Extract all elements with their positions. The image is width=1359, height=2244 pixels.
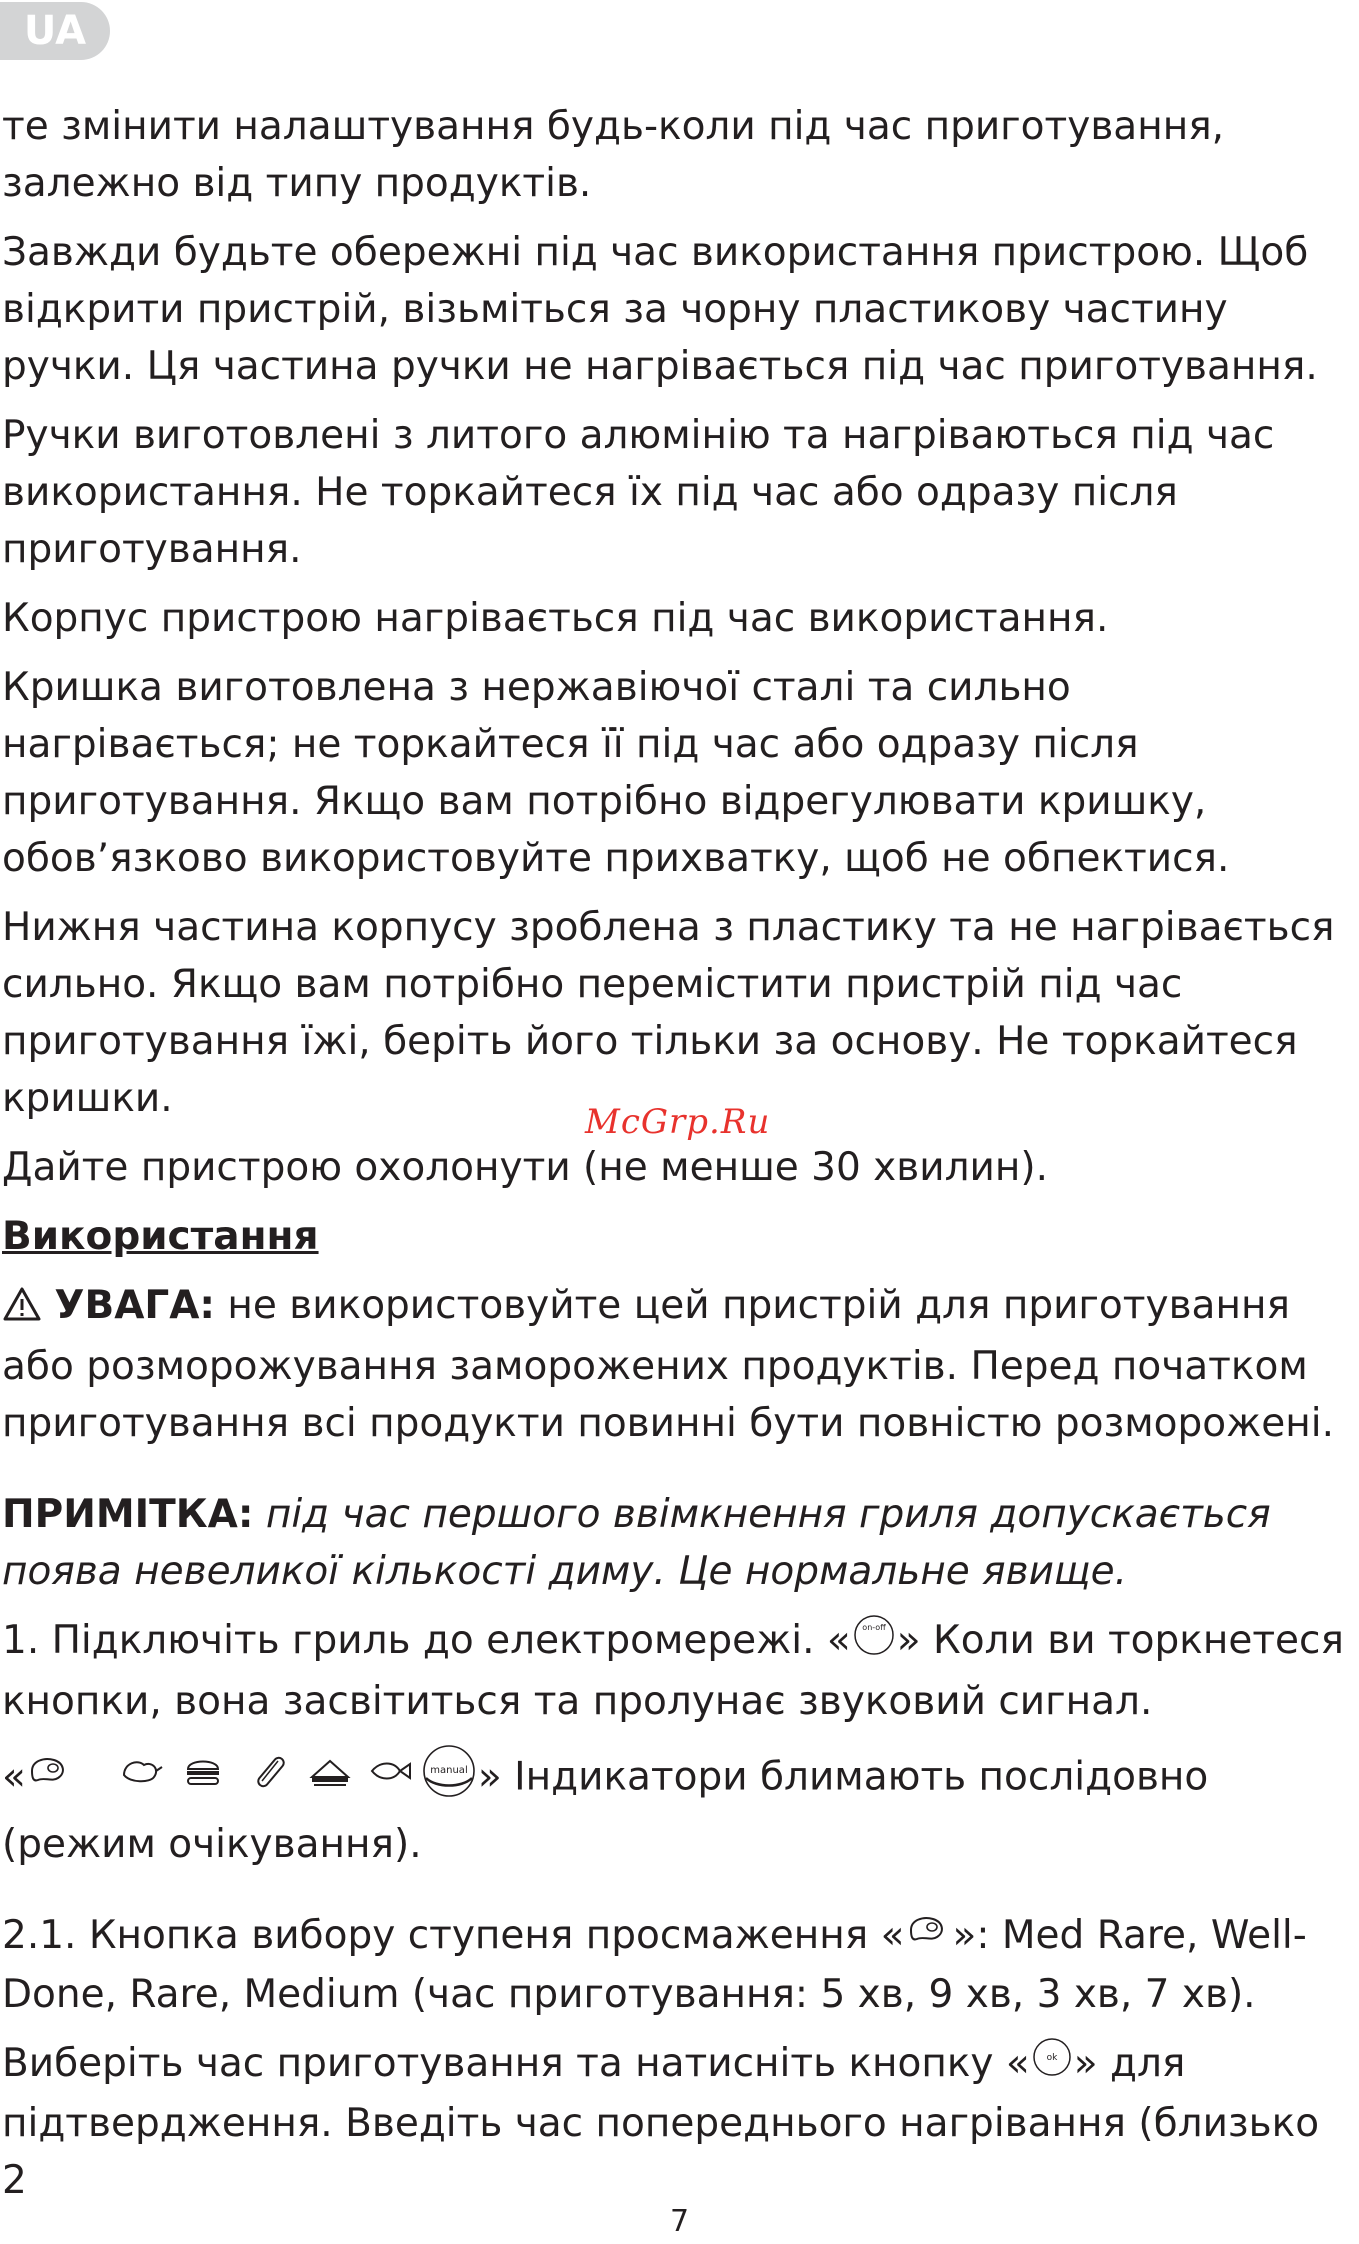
ok-button-icon xyxy=(1030,2035,1074,2095)
step-2-1-text-end: »: Med Rare, Well-Done, Rare, Medium (час приготування: 5 хв, 9 хв, 3 хв, 7 хв). xyxy=(2,1912,1307,2017)
paragraph: Ручки виготовлені з литого алюмінію та нагріваються під час використання. Не торкайтеся їх під час або одразу після приготування. xyxy=(2,413,1275,572)
poultry-icon xyxy=(116,1750,178,1807)
step-2-1-paragraph xyxy=(2,1907,1352,2023)
warning-label: УВАГА: xyxy=(54,1283,216,1328)
sandwich-icon xyxy=(304,1750,366,1807)
watermark: McGrp.Ru xyxy=(585,1102,771,1142)
confirm-text-end: » для підтвердження. Введіть час попереднього нагрівання (близько 2 xyxy=(2,2040,1320,2203)
step-1-paragraph xyxy=(2,1612,1352,1730)
paragraph: Корпус пристрою нагрівається під час використання. xyxy=(2,596,1109,641)
indicator-paragraph xyxy=(2,1742,1352,1873)
indicator-text-open: « xyxy=(2,1754,26,1799)
warning-triangle-icon xyxy=(2,1281,42,1338)
burger-icon xyxy=(178,1750,248,1807)
mode-icons-row xyxy=(26,1742,478,1816)
warning-text: не використовуйте цей пристрій для приготування або розморожування заморожених продуктів. Перед початком приготування всі продукти повинні бути повністю розморожені. xyxy=(2,1283,1335,1446)
note-label: ПРИМІТКА: xyxy=(2,1492,254,1537)
manual-page-content xyxy=(2,98,1352,2221)
sausage-icon xyxy=(248,1750,304,1807)
step-1-text-start: 1. Підключіть гриль до електромережі. « xyxy=(2,1618,851,1663)
note-paragraph xyxy=(2,1486,1352,1600)
fish-icon xyxy=(366,1750,420,1807)
page-number: 7 xyxy=(669,2204,690,2239)
on-off-button-icon xyxy=(851,1613,897,1673)
language-badge xyxy=(0,2,110,60)
manual-icon-label: manual xyxy=(430,1764,468,1776)
warning-paragraph xyxy=(2,1277,1352,1452)
on-off-button-label: on-off xyxy=(862,1622,886,1632)
ok-button-label: ok xyxy=(1046,2053,1058,2063)
paragraph: Завжди будьте обережні під час використання пристрою. Щоб відкрити пристрій, візьміться за чорну пластикову частину ручки. Ця частина ручки не нагрівається під час приготування. xyxy=(2,230,1318,389)
manual-icon xyxy=(420,1742,478,1816)
paragraph: Нижня частина корпусу зроблена з пластику та не нагрівається сильно. Якщо вам потрібно перемістити пристрій під час приготування їжі, беріть його тільки за основу. Не торкайтеся кришки. xyxy=(2,905,1335,1121)
confirm-text-start: Виберіть час приготування та натисніть кнопку « xyxy=(2,2040,1030,2086)
paragraph: Кришка виготовлена з нержавіючої сталі та сильно нагрівається; не торкайтеся її під час або одразу після приготування. Якщо вам потрібно відрегулювати кришку, обов’язково використовуйте прихватку, щоб не обпектися. xyxy=(2,665,1230,881)
section-heading: Використання xyxy=(2,1214,319,1259)
paragraph: Дайте пристрою охолонути (не менше 30 хвилин). xyxy=(2,1145,1048,1190)
indicator-text: » Індикатори блимають послідовно (режим очікування). xyxy=(2,1754,1209,1867)
step-1-text-end: » Коли ви торкнетеся кнопки, вона засвітиться та пролунає звуковий сигнал. xyxy=(2,1618,1344,1724)
steak-icon xyxy=(26,1750,116,1807)
note-text: під час першого ввімкнення гриля допускається поява невеликої кількості диму. Це нормальне явище. xyxy=(2,1492,1271,1594)
language-badge-label: UA xyxy=(23,8,87,54)
step-2-1-text-start: 2.1. Кнопка вибору ступеня просмаження « xyxy=(2,1912,905,1958)
steak-icon xyxy=(905,1909,953,1966)
paragraph: те змінити налаштування будь-коли під час приготування, залежно від типу продуктів. xyxy=(2,104,1225,206)
confirm-paragraph xyxy=(2,2035,1352,2210)
